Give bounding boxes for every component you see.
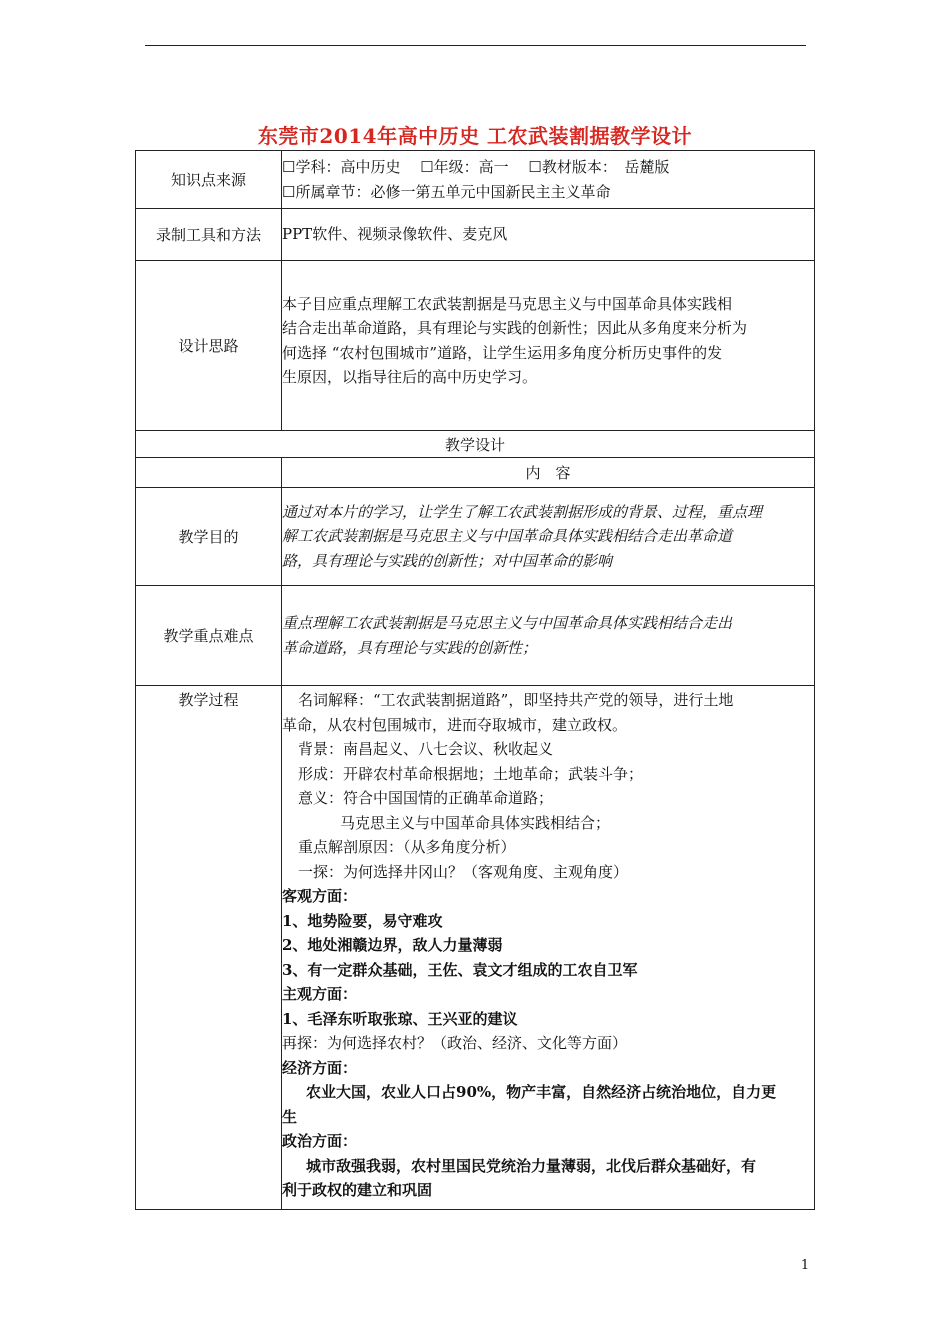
row-content-header xyxy=(136,458,815,488)
process-line: 形成：开辟农村革命根据地；土地革命；武装斗争； xyxy=(298,764,644,783)
process-line: 革命，从农村包围城市，进而夺取城市，建立政权。 xyxy=(282,715,628,734)
key-points-value xyxy=(282,586,815,686)
row-key-points xyxy=(136,586,815,686)
design-line: 本子目应重点理解工农武装割据是马克思主义与中国革命具体实践相 xyxy=(282,294,733,313)
objective-label: 教学目的 xyxy=(136,488,282,586)
process-line: 再探：为何选择农村？（政治、经济、文化等方面） xyxy=(282,1034,628,1052)
process-label: 教学过程 xyxy=(136,686,282,1210)
process-line: 2、地处湘赣边界，敌人力量薄弱 xyxy=(282,936,503,954)
row-tools xyxy=(136,209,815,261)
process-line: 利于政权的建立和巩固 xyxy=(282,1181,433,1199)
header-rule xyxy=(145,45,806,46)
row-design xyxy=(136,261,815,431)
source-line-1: ☐学科：高中历史 ☐年级：高一 ☐教材版本： 岳麓版 xyxy=(282,158,670,176)
process-line: 生 xyxy=(282,1107,298,1126)
process-line: 主观方面： xyxy=(282,985,358,1003)
section-header: 教学设计 xyxy=(136,431,815,458)
process-line: 经济方面： xyxy=(282,1058,358,1077)
tools-value: PPT软件、视频录像软件、麦克风 xyxy=(282,209,815,261)
design-line: 结合走出革命道路，具有理论与实践的创新性；因此从多角度来分析为 xyxy=(282,319,748,337)
row-process xyxy=(136,686,815,1210)
process-line: 一探：为何选择井冈山？（客观角度、主观角度） xyxy=(298,862,629,881)
key-points-line: 重点理解工农武装割据是马克思主义与中国革命具体实践相结合走出 xyxy=(282,614,733,632)
process-line: 意义：符合中国国情的正确革命道路； xyxy=(298,789,554,807)
process-value xyxy=(282,686,815,1210)
objective-value xyxy=(282,488,815,586)
design-line: 生原因，以指导往后的高中历史学习。 xyxy=(282,368,538,386)
content-header: 内 容 xyxy=(282,458,815,488)
key-points-label: 教学重点难点 xyxy=(136,586,282,686)
page-number: 1 xyxy=(800,1258,810,1273)
process-line: 背景：南昌起义、八七会议、秋收起义 xyxy=(298,740,554,758)
design-value xyxy=(282,261,815,431)
key-points-line: 革命道路，具有理论与实践的创新性； xyxy=(282,638,538,657)
process-line: 客观方面： xyxy=(282,887,358,905)
row-source xyxy=(136,151,815,209)
process-line: 1、地势险要，易守难攻 xyxy=(282,911,443,930)
process-line: 马克思主义与中国革命具体实践相结合； xyxy=(340,813,611,832)
process-line: 1、毛泽东听取张琼、王兴亚的建议 xyxy=(282,1009,518,1028)
process-line: 农业大国，农业人口占90%，物产丰富，自然经济占统治地位，自力更 xyxy=(306,1083,777,1101)
design-label: 设计思路 xyxy=(136,261,282,431)
process-line: 3、有一定群众基础，王佐、袁文才组成的工农自卫军 xyxy=(282,960,638,979)
process-line: 重点解剖原因：（从多角度分析） xyxy=(298,838,516,856)
source-label: 知识点来源 xyxy=(136,151,282,209)
process-line: 政治方面： xyxy=(282,1132,358,1150)
document-title: 东莞市2014年高中历史 工农武装割据教学设计 xyxy=(257,124,693,148)
objective-line: 路，具有理论与实践的创新性；对中国革命的影响 xyxy=(282,551,613,570)
objective-line: 通过对本片的学习，让学生了解工农武装割据形成的背景、过程，重点理 xyxy=(282,502,763,521)
row-objective xyxy=(136,488,815,586)
source-value xyxy=(282,151,815,209)
process-line: 城市敌强我弱，农村里国民党统治力量薄弱，北伐后群众基础好，有 xyxy=(306,1156,757,1175)
tools-label: 录制工具和方法 xyxy=(136,209,282,261)
process-line: 名词解释：“工农武装割据道路”，即坚持共产党的领导，进行土地 xyxy=(298,691,734,709)
row-section-header xyxy=(136,431,815,458)
content-header-blank xyxy=(136,458,282,488)
source-line-2: ☐所属章节：必修一第五单元中国新民主主义革命 xyxy=(282,182,611,201)
design-line: 何选择 “农村包围城市”道路，让学生运用多角度分析历史事件的发 xyxy=(282,343,723,362)
objective-line: 解工农武装割据是马克思主义与中国革命具体实践相结合走出革命道 xyxy=(282,527,733,546)
lesson-design-table xyxy=(135,150,815,1210)
